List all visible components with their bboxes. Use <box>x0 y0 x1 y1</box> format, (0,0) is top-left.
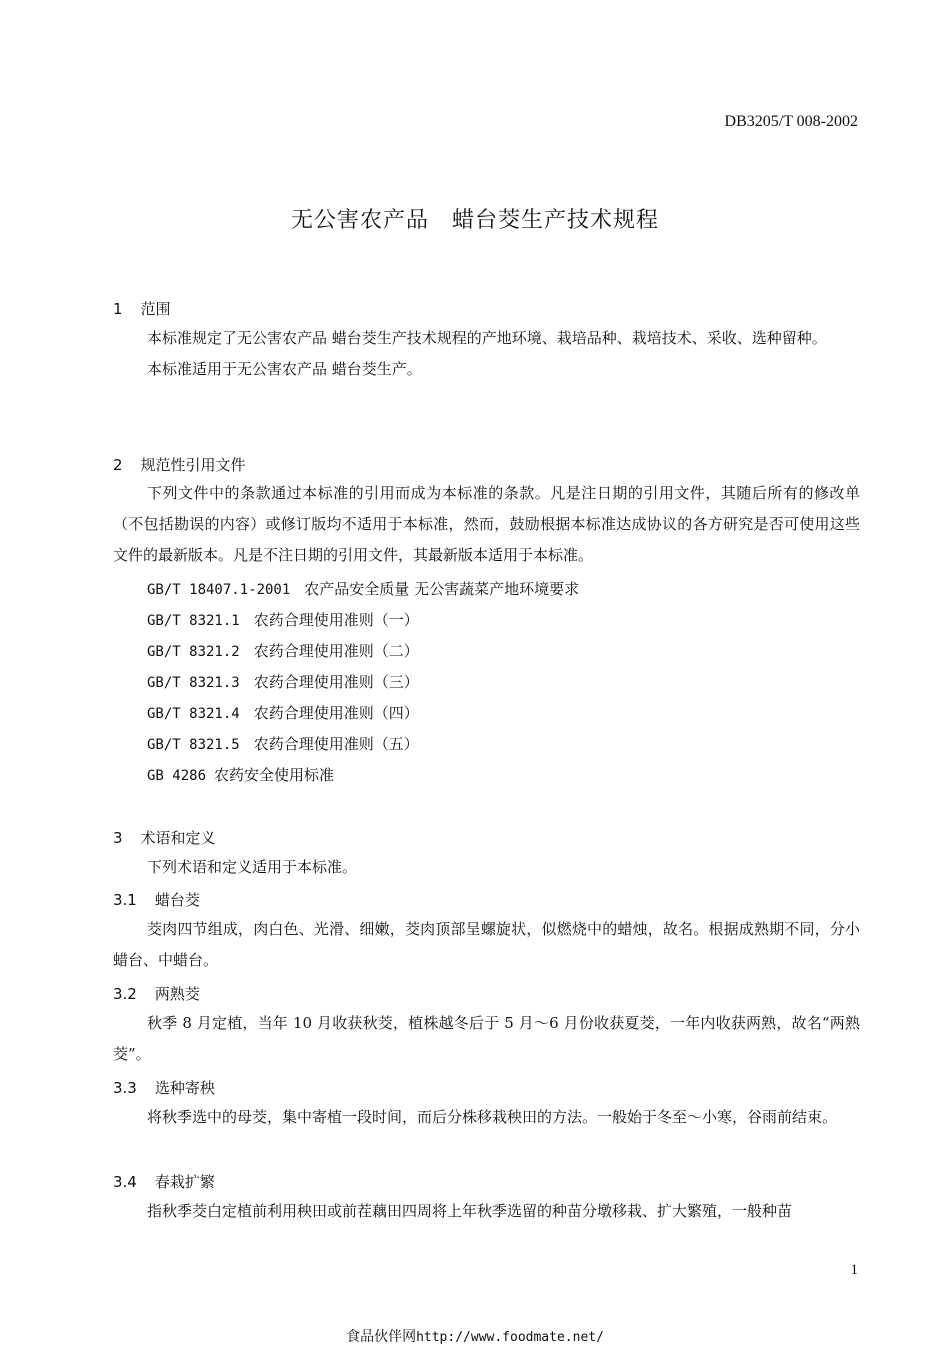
paragraph: 下列术语和定义适用于本标准。 <box>147 858 358 876</box>
page-number: 1 <box>850 1262 858 1278</box>
footer <box>0 1326 950 1346</box>
reference-item <box>147 702 419 723</box>
reference-item <box>147 640 419 661</box>
subsection-number: 3.3 <box>113 1079 137 1097</box>
reference-title: 农药合理使用准则（五） <box>253 735 419 753</box>
subsection-heading <box>113 889 200 910</box>
section-1-body <box>113 323 860 385</box>
section-2-heading <box>113 454 246 475</box>
reference-code: GB/T 8321.5 <box>147 737 240 753</box>
reference-item <box>147 764 334 785</box>
footer-site-name: 食品伙伴网 <box>346 1329 417 1345</box>
subsection-body <box>113 914 860 976</box>
section-2-body <box>113 478 860 571</box>
section-3-heading <box>113 827 216 848</box>
subsection-body <box>113 1008 860 1070</box>
paragraph: 下列文件中的条款通过本标准的引用而成为本标准的条款。凡是注日期的引用文件，其随后所有的修改单（不包括勘误的内容）或修订版均不适用于本标准，然而，鼓励根据本标准达成协议的各方研究是否可使用这些文件的最新版本。凡是不注日期的引用文件，其最新版本适用于本标准。 <box>113 484 860 564</box>
subsection-heading <box>113 1171 215 1192</box>
paragraph: 指秋季茭白定植前利用秧田或前茬藕田四周将上年秋季选留的种苗分墩移栽、扩大繁殖，一般种苗 <box>147 1202 793 1220</box>
section-number: 1 <box>113 300 123 318</box>
reference-code: GB 4286 <box>147 768 207 784</box>
subsection-title: 蜡台茭 <box>154 891 200 909</box>
reference-item <box>147 671 419 692</box>
paragraph: 本标准规定了无公害农产品 蜡台茭生产技术规程的产地环境、栽培品种、栽培技术、采收、选种留种。 <box>147 329 827 347</box>
subsection-number: 3.2 <box>113 985 137 1003</box>
section-title: 规范性引用文件 <box>140 456 246 474</box>
reference-title: 农药合理使用准则（四） <box>253 704 419 722</box>
subsection-title: 春栽扩繁 <box>154 1173 215 1191</box>
reference-title: 农药合理使用准则（三） <box>253 673 419 691</box>
section-number: 2 <box>113 456 123 474</box>
reference-title: 农产品安全质量 无公害蔬菜产地环境要求 <box>304 580 580 598</box>
section-1-heading <box>113 298 171 319</box>
reference-item <box>147 733 419 754</box>
footer-url-link[interactable]: http://www.foodmate.net/ <box>416 1330 604 1345</box>
section-title: 术语和定义 <box>140 829 216 847</box>
reference-title: 农药安全使用标准 <box>214 766 335 784</box>
subsection-heading <box>113 1077 215 1098</box>
reference-title: 农药合理使用准则（一） <box>253 611 419 629</box>
subsection-body <box>113 1102 860 1133</box>
reference-code: GB/T 8321.3 <box>147 675 240 691</box>
paragraph: 本标准适用于无公害农产品 蜡台茭生产。 <box>147 360 422 378</box>
reference-item <box>147 578 579 599</box>
reference-item <box>147 609 419 630</box>
section-title: 范围 <box>140 300 171 318</box>
reference-code: GB/T 8321.4 <box>147 706 240 722</box>
reference-code: GB/T 18407.1-2001 <box>147 582 291 598</box>
subsection-title: 两熟茭 <box>154 985 200 1003</box>
paragraph: 将秋季选中的母茭，集中寄植一段时间，而后分株移栽秧田的方法。一般始于冬至～小寒，谷雨前结束。 <box>147 1108 838 1126</box>
section-3-intro <box>113 852 860 883</box>
paragraph: 秋季 8 月定植，当年 10 月收获秋茭，植株越冬后于 5 月～6 月份收获夏茭，一年内收获两熟，故名“两熟茭”。 <box>113 1014 860 1063</box>
subsection-number: 3.1 <box>113 891 137 909</box>
section-number: 3 <box>113 829 123 847</box>
document-number: DB3205/T 008-2002 <box>724 113 858 130</box>
subsection-title: 选种寄秧 <box>154 1079 215 1097</box>
subsection-number: 3.4 <box>113 1173 137 1191</box>
subsection-body <box>113 1196 860 1227</box>
reference-code: GB/T 8321.2 <box>147 644 240 660</box>
reference-code: GB/T 8321.1 <box>147 613 240 629</box>
paragraph: 茭肉四节组成，肉白色、光滑、细嫩，茭肉顶部呈螺旋状，似燃烧中的蜡烛，故名。根据成熟期不同，分小蜡台、中蜡台。 <box>113 920 860 969</box>
subsection-heading <box>113 983 200 1004</box>
reference-title: 农药合理使用准则（二） <box>253 642 419 660</box>
document-title: 无公害农产品 蜡台茭生产技术规程 <box>290 208 659 233</box>
